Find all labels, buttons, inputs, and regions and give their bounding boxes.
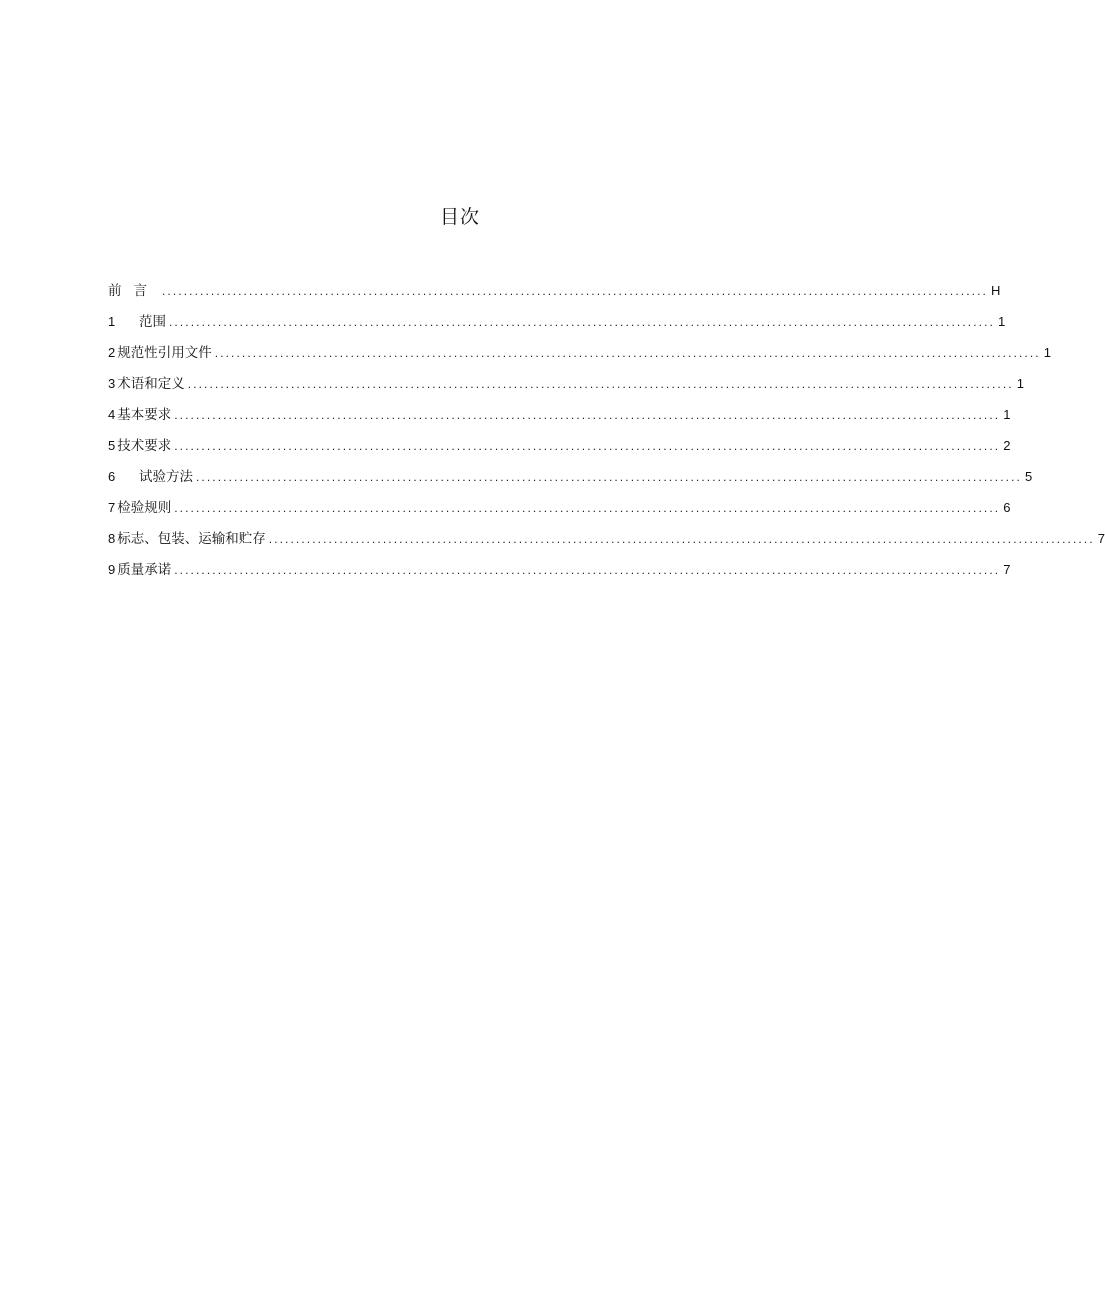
toc-entry-page: 7	[1097, 531, 1105, 546]
toc-entry-preface[interactable]	[108, 278, 1001, 309]
toc-entry-label: 前言	[108, 283, 159, 299]
toc-entry-label: 技术要求	[117, 438, 172, 454]
toc-entry-number: 7	[108, 500, 116, 515]
toc-entry-label: 试验方法	[139, 469, 193, 485]
toc-leader-dots: ........................................................................................................................................................	[268, 532, 1095, 546]
toc-entry-number: 3	[108, 376, 116, 391]
toc-entry-number: 5	[108, 438, 116, 453]
toc-entry-number: 9	[108, 562, 116, 577]
toc-entry-marking-packaging[interactable]	[108, 526, 1105, 557]
toc-entry-page: 1	[997, 314, 1006, 329]
toc-entry-page: H	[990, 283, 1001, 298]
toc-entry-page: 1	[1016, 376, 1024, 391]
toc-entry-number: 4	[108, 407, 116, 422]
toc-entry-test-methods[interactable]	[108, 464, 1033, 495]
toc-entry-page: 5	[1024, 469, 1033, 484]
toc-entry-page: 1	[1043, 345, 1051, 360]
table-of-contents	[108, 278, 1105, 588]
toc-entry-page: 1	[1003, 407, 1011, 422]
toc-entry-label: 标志、包装、运输和贮存	[117, 531, 266, 547]
toc-leader-dots: ........................................................................................................................................................	[214, 346, 1041, 360]
toc-entry-basic-requirements[interactable]	[108, 402, 1011, 433]
toc-leader-dots: ........................................................................................................................................................	[162, 284, 988, 298]
toc-entry-page: 6	[1003, 500, 1011, 515]
toc-leader-dots: ........................................................................................................................................................	[169, 315, 995, 329]
toc-entry-normative-references[interactable]	[108, 340, 1051, 371]
toc-entry-number: 6	[108, 469, 116, 484]
toc-entry-label: 术语和定义	[117, 376, 185, 392]
toc-entry-page: 2	[1003, 438, 1011, 453]
toc-leader-dots: ........................................................................................................................................................	[174, 501, 1001, 515]
toc-leader-dots: ........................................................................................................................................................	[196, 470, 1022, 484]
toc-entry-label: 检验规则	[117, 500, 172, 516]
toc-title: 目次	[439, 206, 480, 228]
toc-entry-technical-requirements[interactable]	[108, 433, 1011, 464]
toc-leader-dots: ........................................................................................................................................................	[174, 439, 1001, 453]
toc-entry-label: 基本要求	[117, 407, 172, 423]
toc-entry-label: 规范性引用文件	[117, 345, 212, 361]
toc-leader-dots: ........................................................................................................................................................	[187, 377, 1014, 391]
toc-entry-terms-definitions[interactable]	[108, 371, 1024, 402]
toc-entry-scope[interactable]	[108, 309, 1006, 340]
toc-entry-inspection-rules[interactable]	[108, 495, 1011, 526]
toc-entry-number: 1	[108, 314, 116, 329]
toc-entry-page: 7	[1003, 562, 1011, 577]
toc-entry-label: 范围	[139, 314, 166, 330]
toc-entry-number: 8	[108, 531, 116, 546]
toc-entry-label: 质量承诺	[117, 562, 172, 578]
toc-entry-quality-commitment[interactable]	[108, 557, 1011, 588]
toc-leader-dots: ........................................................................................................................................................	[174, 563, 1001, 577]
toc-leader-dots: ........................................................................................................................................................	[174, 408, 1001, 422]
toc-entry-number: 2	[108, 345, 116, 360]
